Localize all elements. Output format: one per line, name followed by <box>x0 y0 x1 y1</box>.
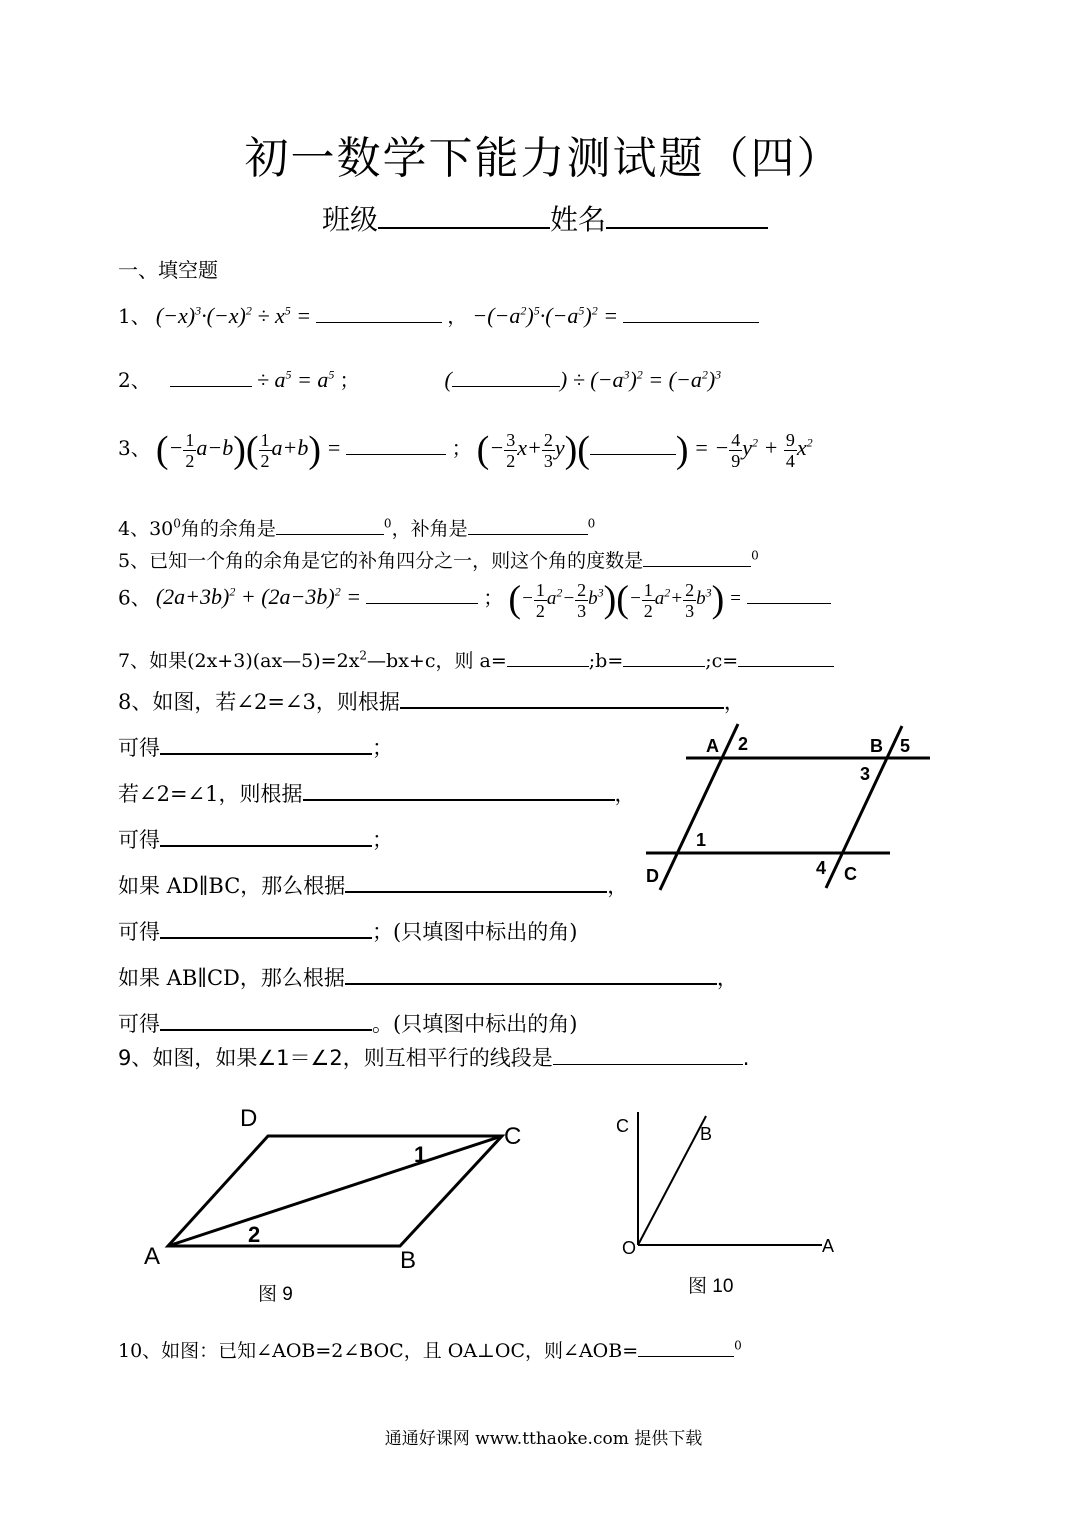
q3-expression-b: (− $\frac{3}{2}$ x+ $\frac{2}{3}$ y)( ) = − $\frac{4}{9}$ $y^2$ + $\frac{9}{4}$ $x^2$ <box>476 429 813 471</box>
q7-blank-a[interactable] <box>507 666 589 667</box>
q8-blank-1[interactable] <box>400 707 724 709</box>
line-ad <box>660 724 738 890</box>
q10-blank[interactable] <box>638 1356 734 1357</box>
figure-8-diagram <box>630 712 950 902</box>
q8-text: 可得 <box>118 736 160 760</box>
q8-blank-2[interactable] <box>160 753 372 755</box>
q7-text: ;c= <box>705 650 739 672</box>
q3-blank-2[interactable] <box>590 454 676 455</box>
q6-expression-b: (− $\frac{1}{2}$ $a^2-$ $\frac{2}{3}$ $b^3)(-$ $\frac{1}{2}$ $a^2+$ $\frac{2}{3}$ $b^3$) = <box>508 579 742 621</box>
q4-text: 角的余角是 <box>180 518 276 540</box>
q1-blank-1[interactable] <box>316 322 442 323</box>
q8-text: ， <box>716 966 738 990</box>
label-a: A <box>144 1243 161 1270</box>
q8-text: ；(只填图中标出的角) <box>372 920 578 944</box>
q3-expression-a: (− $\frac{1}{2}$ a−b)( $\frac{1}{2}$ a+b) = <box>155 429 342 471</box>
ray-ob <box>638 1116 706 1245</box>
q4-blank-2[interactable] <box>468 534 588 535</box>
label-b: B <box>870 736 883 756</box>
q9-text: . <box>742 1046 750 1070</box>
degree-mark: 0 <box>734 1338 742 1353</box>
q1-expression-a: $(-x)^3\cdot(-x)^2 \div x^5$ = <box>155 303 312 328</box>
degree-mark: 0 <box>587 516 596 531</box>
label-c: C <box>844 864 857 884</box>
degree-mark: 0 <box>751 548 759 563</box>
q8-line-2 <box>118 732 393 762</box>
q8-text: ， <box>614 782 636 806</box>
angle-2-label: 2 <box>248 1222 261 1247</box>
label-a: A <box>706 736 719 756</box>
label-d: D <box>240 1105 258 1132</box>
page-footer: 通通好课网 www.tthaoke.com 提供下载 <box>384 1429 703 1449</box>
label-a: A <box>822 1236 835 1256</box>
q8-text: 可得 <box>118 1012 160 1036</box>
page-title: 初一数学下能力测试题（四） <box>244 133 843 184</box>
question-number: 6、 <box>118 585 151 610</box>
q8-line-3 <box>118 778 636 808</box>
q5-text: 5、已知一个角的余角是它的补角四分之一，则这个角的度数是 <box>118 550 644 572</box>
q8-text: ， <box>607 874 629 898</box>
q8-line-7 <box>118 962 738 992</box>
figure-9-caption: 图 9 <box>258 1284 293 1305</box>
question-2 <box>118 364 721 393</box>
figure-10-caption: 图 10 <box>688 1276 734 1297</box>
degree-mark: 0 <box>173 516 181 531</box>
q1-blank-2[interactable] <box>623 322 759 323</box>
q8-blank-5[interactable] <box>345 891 607 893</box>
q8-text: 8、如图，若∠2=∠3，则根据 <box>118 690 400 714</box>
q7-text: ;b= <box>588 650 624 672</box>
label-2: 2 <box>738 734 749 754</box>
q4-text: ，补角是 <box>391 518 468 540</box>
q8-line-4 <box>118 824 393 854</box>
q8-blank-3[interactable] <box>303 799 615 801</box>
q8-text: ， <box>723 690 745 714</box>
q5-blank[interactable] <box>643 566 751 567</box>
label-1: 1 <box>696 830 707 850</box>
label-c: C <box>504 1123 522 1150</box>
question-number: 1、 <box>118 304 151 328</box>
q2-blank-1[interactable] <box>170 386 252 387</box>
question-10 <box>118 1336 742 1363</box>
exponent: 2 <box>359 648 368 663</box>
question-5 <box>118 546 759 573</box>
question-number: 2、 <box>118 368 151 392</box>
label-5: 5 <box>900 736 911 756</box>
separator: ， <box>447 304 468 328</box>
q8-text: 如果 AD∥BC，那么根据 <box>118 874 346 898</box>
question-3 <box>118 428 813 472</box>
q2-expression-a: ÷ $a^5 = a^5$ <box>256 367 335 392</box>
q7-blank-c[interactable] <box>738 666 834 667</box>
question-4 <box>118 514 595 541</box>
label-b: B <box>700 1124 713 1144</box>
q6-blank-2[interactable] <box>747 603 831 604</box>
q8-text: 可得 <box>118 920 160 944</box>
q8-blank-4[interactable] <box>160 845 372 847</box>
figure-9-diagram <box>130 1098 550 1308</box>
q8-text: ； <box>372 736 393 760</box>
q9-blank[interactable] <box>553 1064 743 1065</box>
question-number: 3、 <box>118 436 151 461</box>
q7-text: 7、如果(2x+3)(ax—5)=2x <box>118 650 360 672</box>
q8-blank-7[interactable] <box>345 983 717 985</box>
q8-blank-6[interactable] <box>160 937 372 939</box>
q3-blank-1[interactable] <box>346 454 446 455</box>
label-c: C <box>616 1116 629 1136</box>
name-label: 姓名 <box>550 203 607 236</box>
q8-text: 若∠2=∠1，则根据 <box>118 782 303 806</box>
q8-line-8 <box>118 1008 577 1038</box>
q4-blank-1[interactable] <box>276 534 384 535</box>
q8-line-5 <box>118 870 628 900</box>
q6-blank-1[interactable] <box>366 603 478 604</box>
label-3: 3 <box>860 764 871 784</box>
q10-text: 10、如图：已知∠AOB=2∠BOC，且 OA⊥OC，则∠AOB= <box>118 1340 639 1362</box>
label-4: 4 <box>816 858 827 878</box>
q7-text: —bx+c，则 a= <box>367 650 507 672</box>
q8-text: 如果 AB∥CD，那么根据 <box>118 966 345 990</box>
line-bc <box>826 726 902 888</box>
q6-expression-a: $(2a+3b)^2 + (2a-3b)^2$ = <box>155 584 362 610</box>
student-info-line <box>322 198 768 238</box>
q8-text: 。(只填图中标出的角) <box>372 1012 578 1036</box>
q8-text: ； <box>372 828 393 852</box>
semicolon: ； <box>339 368 360 392</box>
label-d: D <box>646 866 659 886</box>
angle-1-label: 1 <box>414 1142 427 1167</box>
class-field[interactable] <box>378 223 550 229</box>
semicolon: ； <box>483 585 504 610</box>
name-field[interactable] <box>606 223 768 229</box>
class-label: 班级 <box>322 203 379 236</box>
degree-mark: 0 <box>383 516 392 531</box>
question-6 <box>118 578 831 622</box>
question-1 <box>118 300 759 329</box>
figure-10-diagram <box>600 1100 860 1300</box>
label-o: O <box>622 1238 637 1258</box>
section-heading: 一、填空题 <box>118 258 218 282</box>
q1-expression-b: $-(-a^2)^5\cdot(-a^5)^2$ = <box>472 303 619 328</box>
q7-blank-b[interactable] <box>623 666 705 667</box>
q2-blank-2[interactable] <box>452 386 560 387</box>
question-7 <box>118 646 834 673</box>
q8-text: 可得 <box>118 828 160 852</box>
question-9 <box>118 1042 749 1072</box>
semicolon: ； <box>451 436 472 461</box>
label-b: B <box>400 1247 417 1274</box>
q8-blank-8[interactable] <box>160 1029 372 1031</box>
q9-text: 9、如图，如果∠1＝∠2，则互相平行的线段是 <box>118 1046 553 1070</box>
q4-text: 4、30 <box>118 518 174 540</box>
q8-line-6 <box>118 916 577 946</box>
q2-expression-b: ( ) ÷ $(-a^3)^2 = (-a^2)^3$ <box>444 367 722 392</box>
